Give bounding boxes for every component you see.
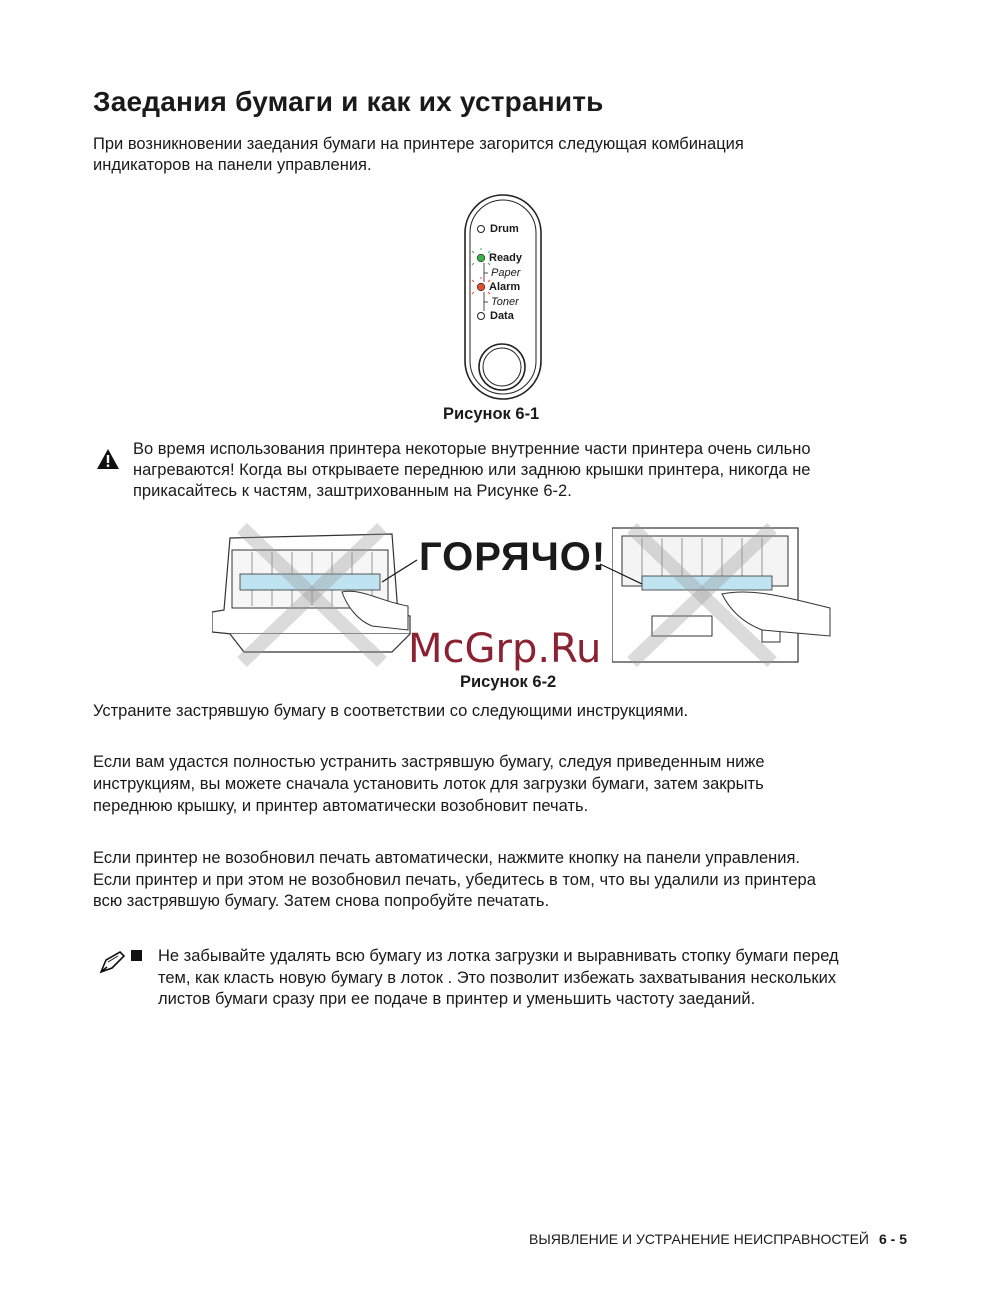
intro-line-1: При возникновении заедания бумаги на принтере загорится следующая комбинация — [93, 135, 744, 153]
data-label: Data — [490, 310, 514, 322]
para1-line-1: Устраните застрявшую бумагу в соответствии со следующими инструкциями. — [93, 702, 689, 720]
footer-section: ВЫЯВЛЕНИЕ И УСТРАНЕНИЕ НЕИСПРАВНОСТЕЙ — [529, 1231, 869, 1247]
paper-label: Paper — [491, 267, 521, 279]
para3-line-2: Если принтер и при этом не возобновил печать, убедитесь в том, что вы удалили из принтера — [93, 871, 816, 889]
drum-led — [478, 226, 485, 233]
para2-line-1: Если вам удастся полностью устранить застрявшую бумагу, следуя приведенным ниже — [93, 753, 765, 771]
warning-line-1: Во время использования принтера некоторые внутренние части принтера очень сильно — [133, 440, 811, 458]
note-line-2: тем, как класть новую бумагу в лоток . Это позволит избежать захватывания нескольких — [158, 969, 837, 987]
drum-label: Drum — [490, 223, 519, 235]
page-title: Заедания бумаги и как их устранить — [93, 86, 604, 117]
ready-label: Ready — [489, 252, 523, 264]
panel-button — [479, 344, 525, 390]
watermark-text: McGrp.Ru — [408, 626, 602, 672]
data-led — [478, 313, 485, 320]
alarm-label: Alarm — [489, 281, 521, 293]
para3-line-3: всю застрявшую бумагу. Затем снова попробуйте печатать. — [93, 892, 550, 910]
alarm-led — [477, 283, 485, 291]
para2-line-3: переднюю крышку, и принтер автоматически возобновит печать. — [93, 797, 589, 815]
toner-label: Toner — [491, 296, 519, 308]
note-line-1: Не забывайте удалять всю бумагу из лотка загрузки и выравнивать стопку бумаги перед — [158, 947, 839, 965]
intro-line-2: индикаторов на панели управления. — [93, 156, 372, 174]
warning-line-2: нагреваются! Когда вы открываете переднюю или заднюю крышки принтера, никогда не — [133, 461, 811, 479]
figure-1-caption: Рисунок 6-1 — [443, 405, 540, 423]
footer-page-number: 6 - 5 — [878, 1231, 907, 1247]
hot-label: ГОРЯЧО! — [419, 535, 607, 579]
control-panel-figure — [462, 193, 544, 403]
hot-parts-figure — [212, 522, 832, 670]
warning-icon — [96, 448, 120, 470]
para2-line-2: инструкциям, вы можете сначала установить лоток для загрузки бумаги, затем закрыть — [93, 775, 764, 793]
warning-line-3: прикасайтесь к частям, заштрихованным на Рисунке 6-2. — [133, 482, 572, 500]
para3-line-1: Если принтер не возобновил печать автоматически, нажмите кнопку на панели управления. — [93, 849, 801, 867]
note-pencil-icon — [98, 950, 128, 976]
page-footer — [529, 1231, 907, 1247]
figure-2-caption: Рисунок 6-2 — [460, 673, 557, 691]
note-bullet — [131, 950, 142, 961]
note-line-3: листов бумаги сразу при ее подаче в принтер и уменьшить частоту заеданий. — [158, 990, 756, 1008]
ready-led — [477, 254, 485, 262]
